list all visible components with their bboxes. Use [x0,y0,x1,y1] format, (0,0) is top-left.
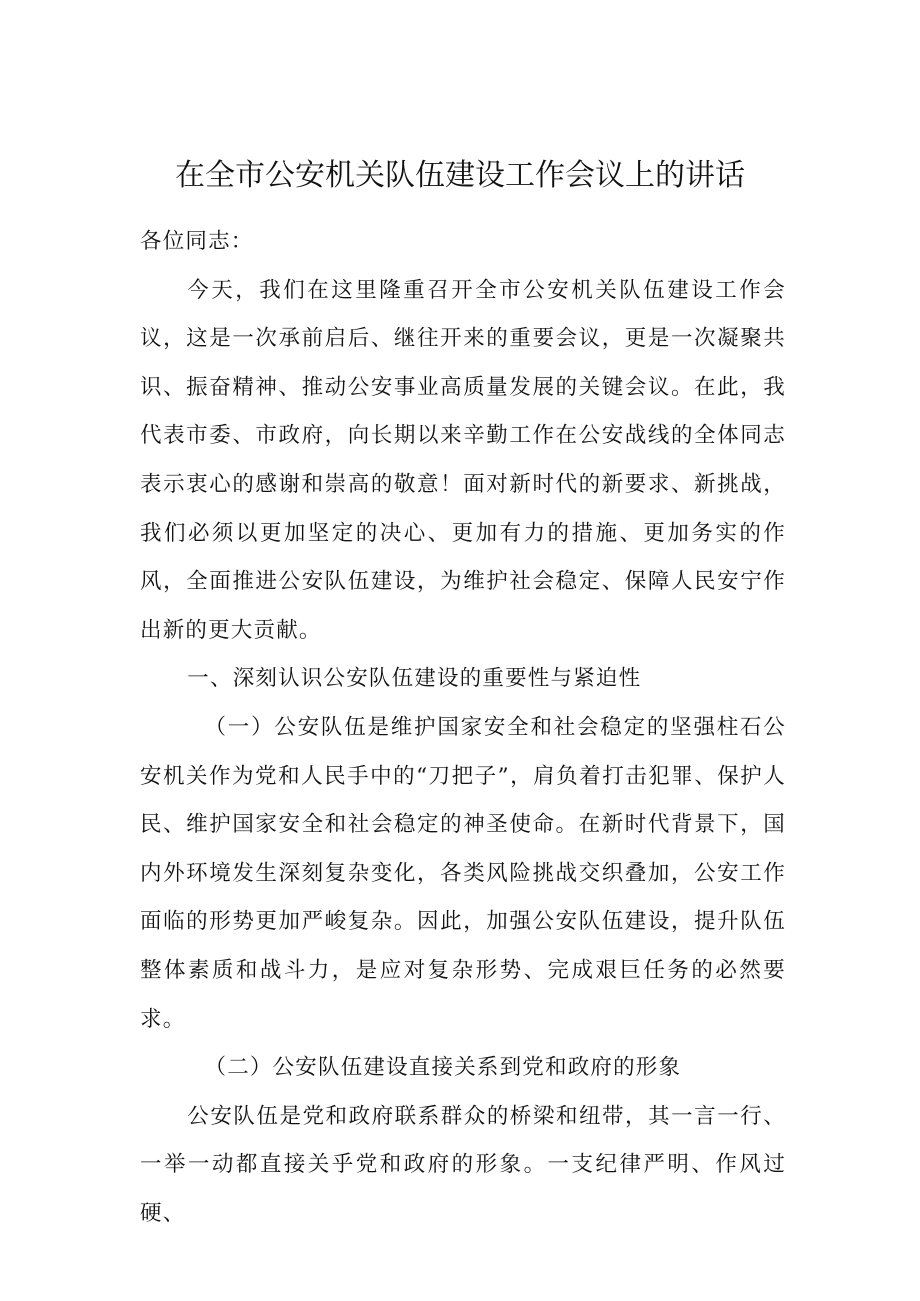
subsection-2-paragraph: 公安队伍是党和政府联系群众的桥梁和纽带，其一言一行、一举一动都直接关乎党和政府的形象。一支纪律严明、作风过硬、 [140,1103,786,1226]
opening-paragraph: 今天，我们在这里隆重召开全市公安机关队伍建设工作会议，这是一次承前启后、继往开来的重要会议，更是一次凝聚共识、振奋精神、推动公安事业高质量发展的关键会议。在此，我代表市委、市政府，向长期以来辛勤工作在公安战线的全体同志表示衷心的感谢和崇高的敬意！面对新时代的新要求、新挑战，我们必须以更加坚定的决心、更加有力的措施、更加务实的作风，全面推进公安队伍建设，为维护社会稳定、保障人民安宁作出新的更大贡献。 [140,277,786,643]
subsection-1-paragraph: （一）公安队伍是维护国家安全和社会稳定的坚强柱石公安机关作为党和人民手中的“刀把子”，肩负着打击犯罪、保护人民、维护国家安全和社会稳定的神圣使命。在新时代背景下，国内外环境发生深刻复杂变化，各类风险挑战交织叠加，公安工作面临的形势更加严峻复杂。因此，加强公安队伍建设，提升队伍整体素质和战斗力，是应对复杂形势、完成艰巨任务的必然要求。 [140,714,786,1032]
section-heading-1: 一、深刻认识公安队伍建设的重要性与紧迫性 [187,666,642,692]
salutation: 各位同志： [140,229,254,254]
document-body [140,218,786,1238]
subsection-heading-2: （二）公安队伍建设直接关系到党和政府的形象 [204,1055,682,1081]
document-title: 在全市公安机关队伍建设工作会议上的讲话 [175,158,745,193]
